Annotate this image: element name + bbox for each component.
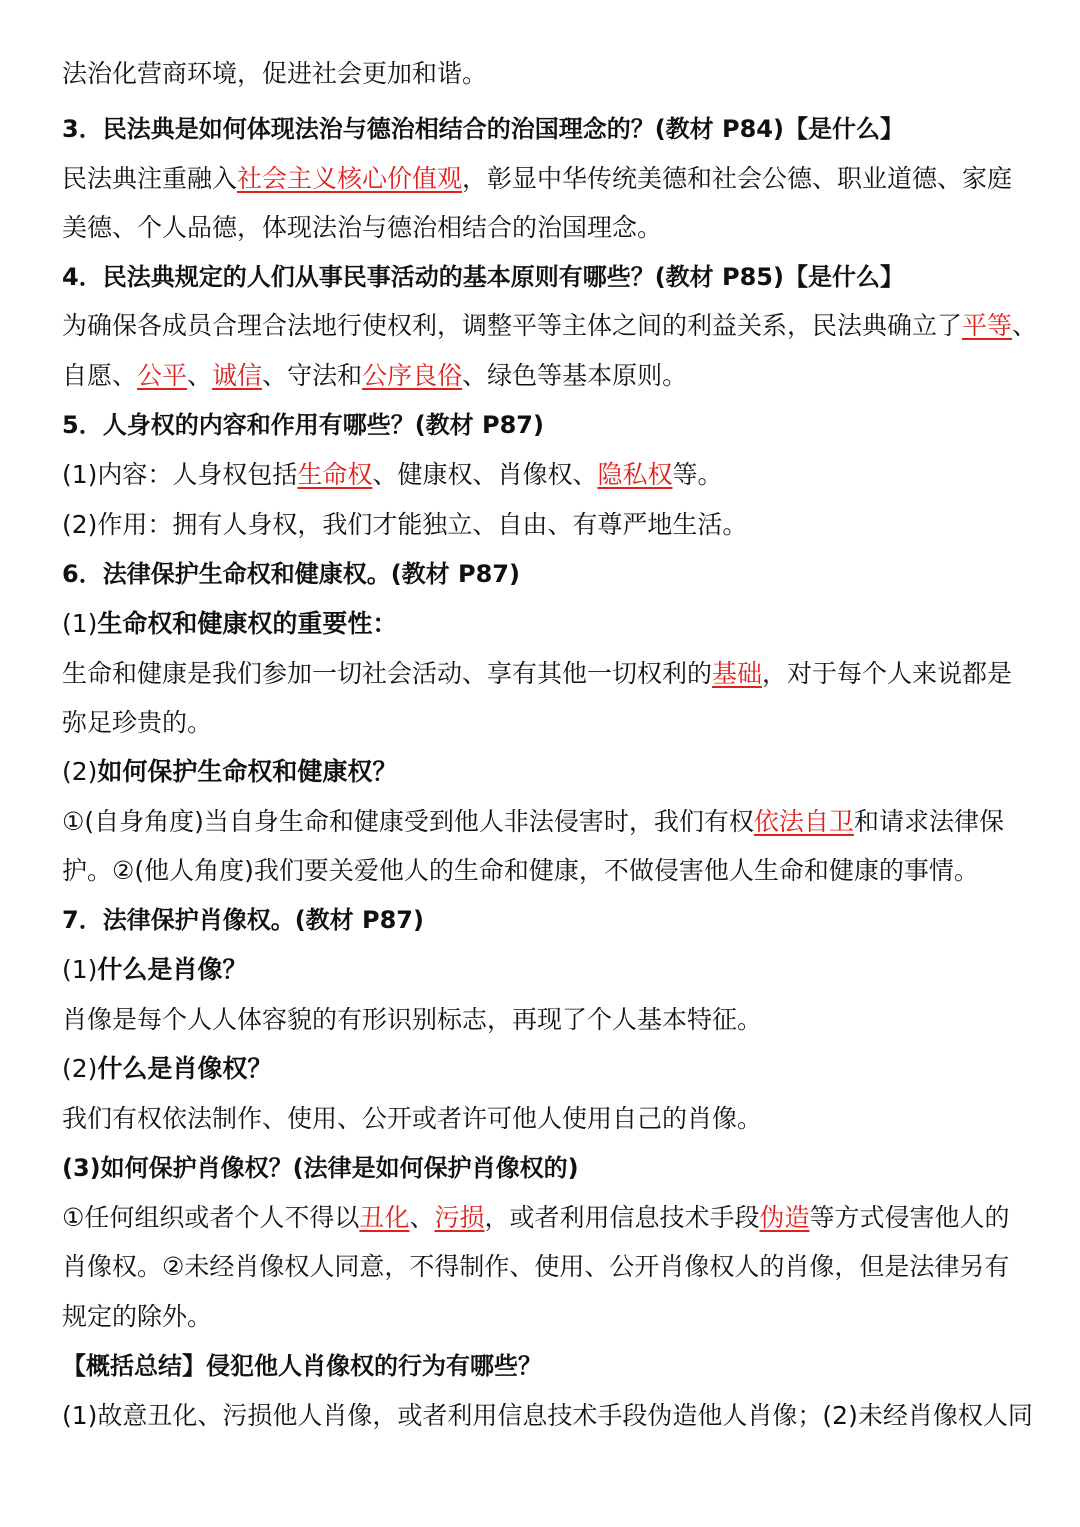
text-line (62, 159, 1052, 199)
text-segment: ①(自身角度)当自身生命和健康受到他人非法侵害时，我们有权 (62, 807, 754, 836)
text-segment: 和请求法律保 (853, 807, 1004, 836)
text-segment: 肖像权。②未经肖像权人同意，不得制作、使用、公开肖像权人的肖像，但是法律另有 (62, 1252, 1010, 1281)
text-segment: 5．人身权的内容和作用有哪些？(教材 P87) (62, 411, 544, 439)
section-heading (62, 554, 1052, 594)
text-segment: 4．民法典规定的人们从事民事活动的基本原则有哪些？(教材 P85)【是什么】 (62, 263, 904, 291)
text-line (62, 455, 1052, 495)
text-segment: 、守法和 (262, 361, 363, 390)
text-segment: 、 (409, 1203, 435, 1232)
section-heading (62, 405, 1052, 445)
text-line (62, 950, 1052, 990)
section-heading (62, 109, 1052, 149)
text-segment: (2)作用：拥有人身权，我们才能独立、自由、有尊严地生活。 (62, 510, 748, 539)
text-line (62, 1396, 1052, 1436)
text-segment: (2) (62, 1054, 98, 1083)
section-heading (62, 1346, 1052, 1386)
text-segment: 自愿、 (62, 361, 138, 390)
text-segment: ①任何组织或者个人不得以 (62, 1203, 360, 1232)
text-line (62, 208, 1052, 248)
key-term: 隐私权 (597, 460, 673, 489)
text-line (62, 505, 1052, 545)
text-line (62, 752, 1052, 792)
text-segment: 、 (187, 361, 213, 390)
text-line (62, 654, 1052, 694)
text-segment: 3．民法典是如何体现法治与德治相结合的治国理念的？(教材 P84)【是什么】 (62, 115, 904, 143)
text-segment: (1) (62, 609, 98, 638)
text-segment: 等方式侵害他人的 (809, 1203, 1010, 1232)
text-segment: 我们有权依法制作、使用、公开或者许可他人使用自己的肖像。 (62, 1104, 763, 1133)
key-term: 基础 (712, 659, 763, 688)
text-line (62, 1049, 1052, 1089)
key-term: 公平 (137, 361, 188, 390)
key-term: 伪造 (759, 1203, 810, 1232)
text-line (62, 1198, 1052, 1238)
bold-subheading: 生命权和健康权的重要性： (97, 609, 398, 638)
text-line (62, 802, 1052, 842)
text-line (62, 1000, 1052, 1040)
text-segment: 护。②(他人角度)我们要关爱他人的生命和健康，不做侵害他人生命和健康的事情。 (62, 856, 979, 885)
section-heading (62, 1148, 1052, 1188)
text-segment: 生命和健康是我们参加一切社会活动、享有其他一切权利的 (62, 659, 713, 688)
text-segment: 肖像是每个人人体容貌的有形识别标志，再现了个人基本特征。 (62, 1005, 763, 1034)
text-segment: 【概括总结】侵犯他人肖像权的行为有哪些？ (62, 1352, 542, 1380)
text-line (62, 1099, 1052, 1139)
text-segment: (2) (62, 757, 98, 786)
text-segment: 规定的除外。 (62, 1302, 213, 1331)
text-segment: (1)内容：人身权包括 (62, 460, 298, 489)
text-segment: 为确保各成员合理合法地行使权利，调整平等主体之间的利益关系，民法典确立了 (62, 311, 963, 340)
key-term: 诚信 (212, 361, 263, 390)
text-segment: ，彰显中华传统美德和社会公德、职业道德、家庭 (462, 164, 1013, 193)
section-heading (62, 257, 1052, 297)
text-segment: 弥足珍贵的。 (62, 708, 213, 737)
text-segment: 7．法律保护肖像权。(教材 P87) (62, 906, 424, 934)
key-term: 依法自卫 (753, 807, 854, 836)
text-line (62, 703, 1052, 743)
bold-subheading: 如何保护生命权和健康权？ (97, 757, 398, 786)
key-term: 公序良俗 (362, 361, 463, 390)
text-segment: 法治化营商环境，促进社会更加和谐。 (62, 59, 488, 88)
text-segment: 美德、个人品德，体现法治与德治相结合的治国理念。 (62, 213, 663, 242)
text-segment: 等。 (672, 460, 723, 489)
bold-subheading: 什么是肖像？ (97, 955, 248, 984)
text-segment: ，对于每个人来说都是 (762, 659, 1013, 688)
key-term: 生命权 (297, 460, 373, 489)
text-segment: 、 (1012, 311, 1038, 340)
text-line (62, 306, 1052, 346)
text-segment: 6．法律保护生命权和健康权。(教材 P87) (62, 560, 520, 588)
key-term: 平等 (962, 311, 1013, 340)
text-line (62, 356, 1052, 396)
text-line (62, 1247, 1052, 1287)
key-term: 丑化 (359, 1203, 410, 1232)
key-term: 污损 (434, 1203, 485, 1232)
text-segment: (3)如何保护肖像权？(法律是如何保护肖像权的) (62, 1154, 579, 1182)
section-heading (62, 900, 1052, 940)
text-line (62, 1297, 1052, 1337)
text-line (62, 604, 1052, 644)
bold-subheading: 什么是肖像权？ (97, 1054, 273, 1083)
text-segment: 、绿色等基本原则。 (462, 361, 688, 390)
text-segment: (1) (62, 955, 98, 984)
text-segment: ，或者利用信息技术手段 (484, 1203, 760, 1232)
text-segment: (1)故意丑化、污损他人肖像，或者利用信息技术手段伪造他人肖像；(2)未经肖像权人同 (62, 1401, 1033, 1430)
text-segment: 、健康权、肖像权、 (372, 460, 598, 489)
text-segment: 民法典注重融入 (62, 164, 238, 193)
key-term: 社会主义核心价值观 (237, 164, 463, 193)
text-line (62, 54, 1052, 94)
text-line (62, 851, 1052, 891)
